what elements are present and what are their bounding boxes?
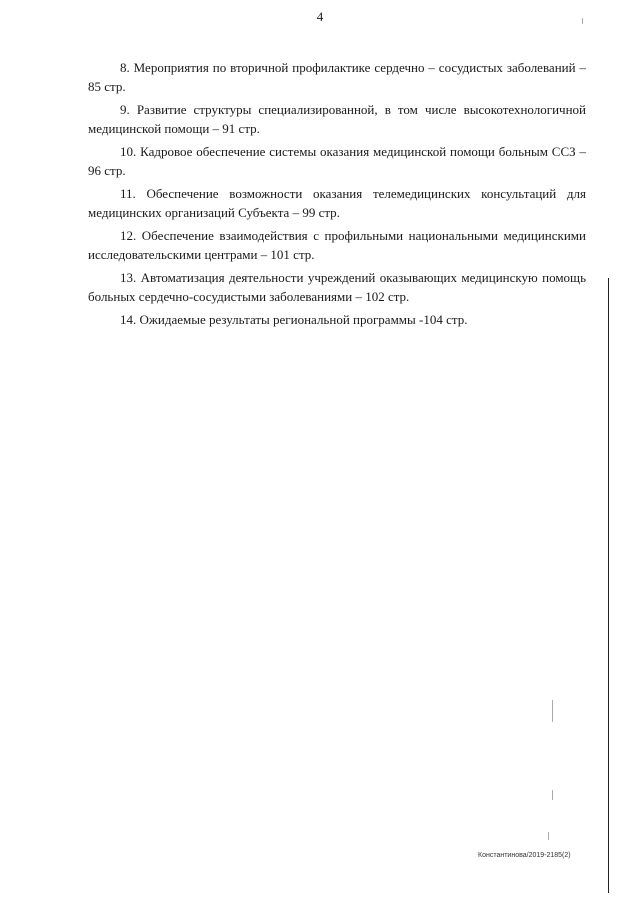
- toc-item-9: [88, 100, 586, 138]
- table-of-contents: [88, 58, 586, 333]
- toc-item-12-text: 12. Обеспечение взаимодействия с профильными национальными медицинскими исследовательскими центрами – 101 стр.: [88, 228, 586, 262]
- scan-artifact: [552, 790, 553, 800]
- toc-item-10: [88, 142, 586, 180]
- scan-artifact: [582, 18, 583, 24]
- toc-item-11-text: 11. Обеспечение возможности оказания телемедицинских консультаций для медицинских организаций Субъекта – 99 стр.: [88, 186, 586, 220]
- toc-item-8: [88, 58, 586, 96]
- toc-item-11: [88, 184, 586, 222]
- toc-item-9-text: 9. Развитие структуры специализированной, в том числе высокотехнологичной медицинской помощи – 91 стр.: [88, 102, 586, 136]
- toc-item-13: [88, 268, 586, 306]
- page-number: 4: [316, 9, 324, 24]
- scan-edge-line: [608, 278, 609, 893]
- scan-artifact: [552, 700, 553, 722]
- toc-item-13-text: 13. Автоматизация деятельности учреждений оказывающих медицинскую помощь больных сердечно-сосудистыми заболеваниями – 102 стр.: [88, 270, 586, 304]
- toc-item-14-text: 14. Ожидаемые результаты региональной программы -104 стр.: [120, 312, 468, 327]
- scan-artifact: [548, 832, 549, 840]
- toc-item-14: [88, 310, 586, 329]
- toc-item-8-text: 8. Мероприятия по вторичной профилактике сердечно – сосудистых заболеваний – 85 стр.: [88, 60, 586, 94]
- toc-item-12: [88, 226, 586, 264]
- toc-item-10-text: 10. Кадровое обеспечение системы оказания медицинской помощи больным ССЗ – 96 стр.: [88, 144, 586, 178]
- footer-stamp: Константинова/2019-2185(2): [478, 852, 571, 859]
